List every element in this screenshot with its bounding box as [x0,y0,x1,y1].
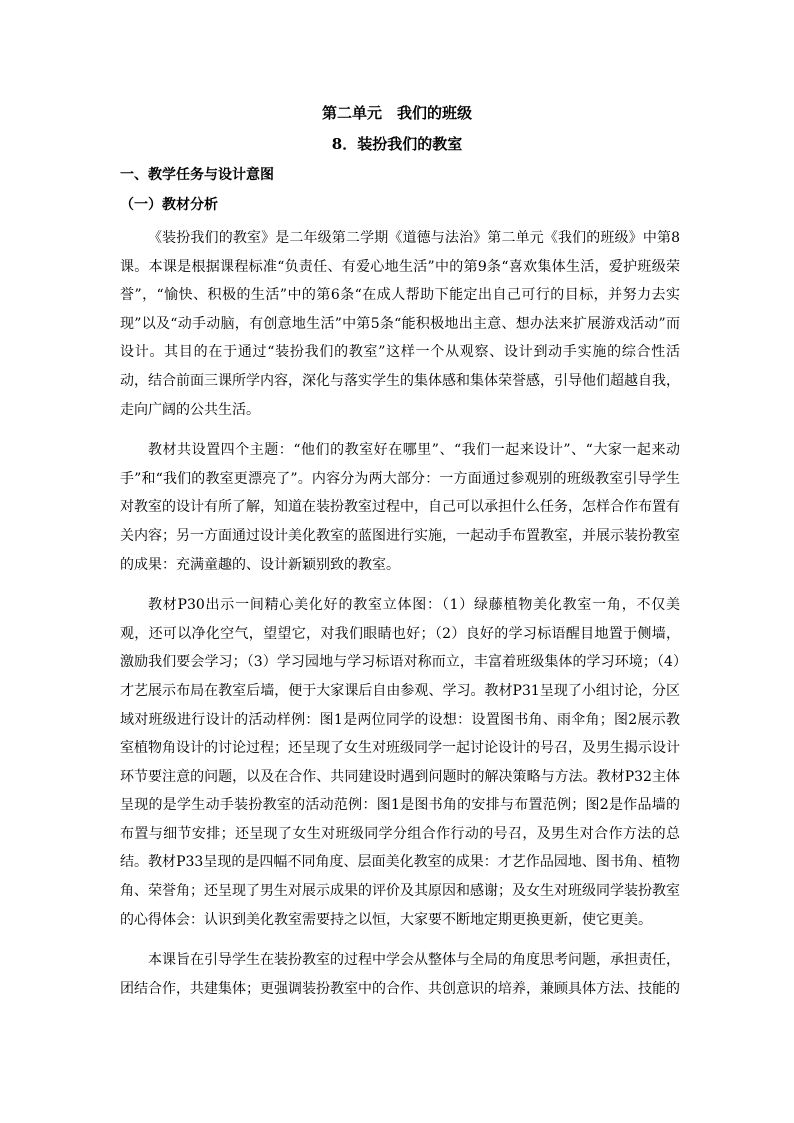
subsection-heading: （一）教材分析 [120,197,218,213]
paragraph-themes: 教材共设置四个主题：“他们的教室好在哪里”、“我们一起来设计”、“大家一起来动手”和“我们的教室更漂亮了”。内容分为两大部分：一方面通过参观别的班级教室引导学生对教室的设计有所了解，知道在装扮教室过程中，自己可以承担什么任务，怎样合作布置有关内容；另一方面通过设计美化教室的蓝图进行实施，一起动手布置教室，并展示装扮教室的成果：充满童趣的、设计新颖别致的教室。 [120,442,680,573]
paragraph-lesson-aim: 本课旨在引导学生在装扮教室的过程中学会从整体与全局的角度思考问题，承担责任，团结合作，共建集体；更强调装扮教室中的合作、共创意识的培养，兼顾具体方法、技能的 [120,952,680,997]
unit-title: 第二单元 我们的班级 [321,104,472,122]
section-heading: 一、教学任务与设计意图 [120,167,274,183]
paragraph-textbook-intro: 《装扮我们的教室》是二年级第二学期《道德与法治》第二单元《我们的班级》中第8课。本课是根据课程标准“负责任、有爱心地生活”中的第9条“喜欢集体生活，爱护班级荣誉”，“愉快、积极的生活”中的第6条“在成人帮助下能定出自己可行的目标，并努力去实现”以及“动手动脑，有创意地生活”中第5条“能积极地出主意、想办法来扩展游戏活动”而设计。其目的在于通过“装扮我们的教室”这样一个从观察、设计到动手实施的综合性活动，结合前面三课所学内容，深化与落实学生的集体感和集体荣誉感，引导他们超越自我，走向广阔的公共生活。 [120,230,680,418]
body-text [120,224,680,1015]
lesson-title: 8．装扮我们的教室 [331,135,463,153]
paragraph-textbook-pages: 教材P30出示一间精心美化好的教室立体图：（1）绿藤植物美化教室一角，不仅美观，还可以净化空气，望望它，对我们眼睛也好；（2）良好的学习标语醒目地置于侧墙，激励我们要会学习；（3）学习园地与学习标语对称而立，丰富着班级集体的学习环境；（4）才艺展示布局在教室后墙，便于大家课后自由参观、学习。教材P31呈现了小组讨论，分区域对班级进行设计的活动样例：图1是两位同学的设想：设置图书角、雨伞角；图2展示教室植物角设计的讨论过程；还呈现了女生对班级同学一起讨论设计的号召，及男生揭示设计环节要注意的问题，以及在合作、共同建设时遇到问题时的解决策略与方法。教材P32主体呈现的是学生动手装扮教室的活动范例：图1是图书角的安排与布置范例；图2是作品墙的布置与细节安排；还呈现了女生对班级同学分组合作行动的号召，及男生对合作方法的总结。教材P33呈现的是四幅不同角度、层面美化教室的成果：才艺作品园地、图书角、植物角、荣誉角；还呈现了男生对展示成果的评价及其原因和感谢；及女生对班级同学装扮教室的心得体会：认识到美化教室需要持之以恒，大家要不断地定期更换更新，使它更美。 [120,597,680,928]
